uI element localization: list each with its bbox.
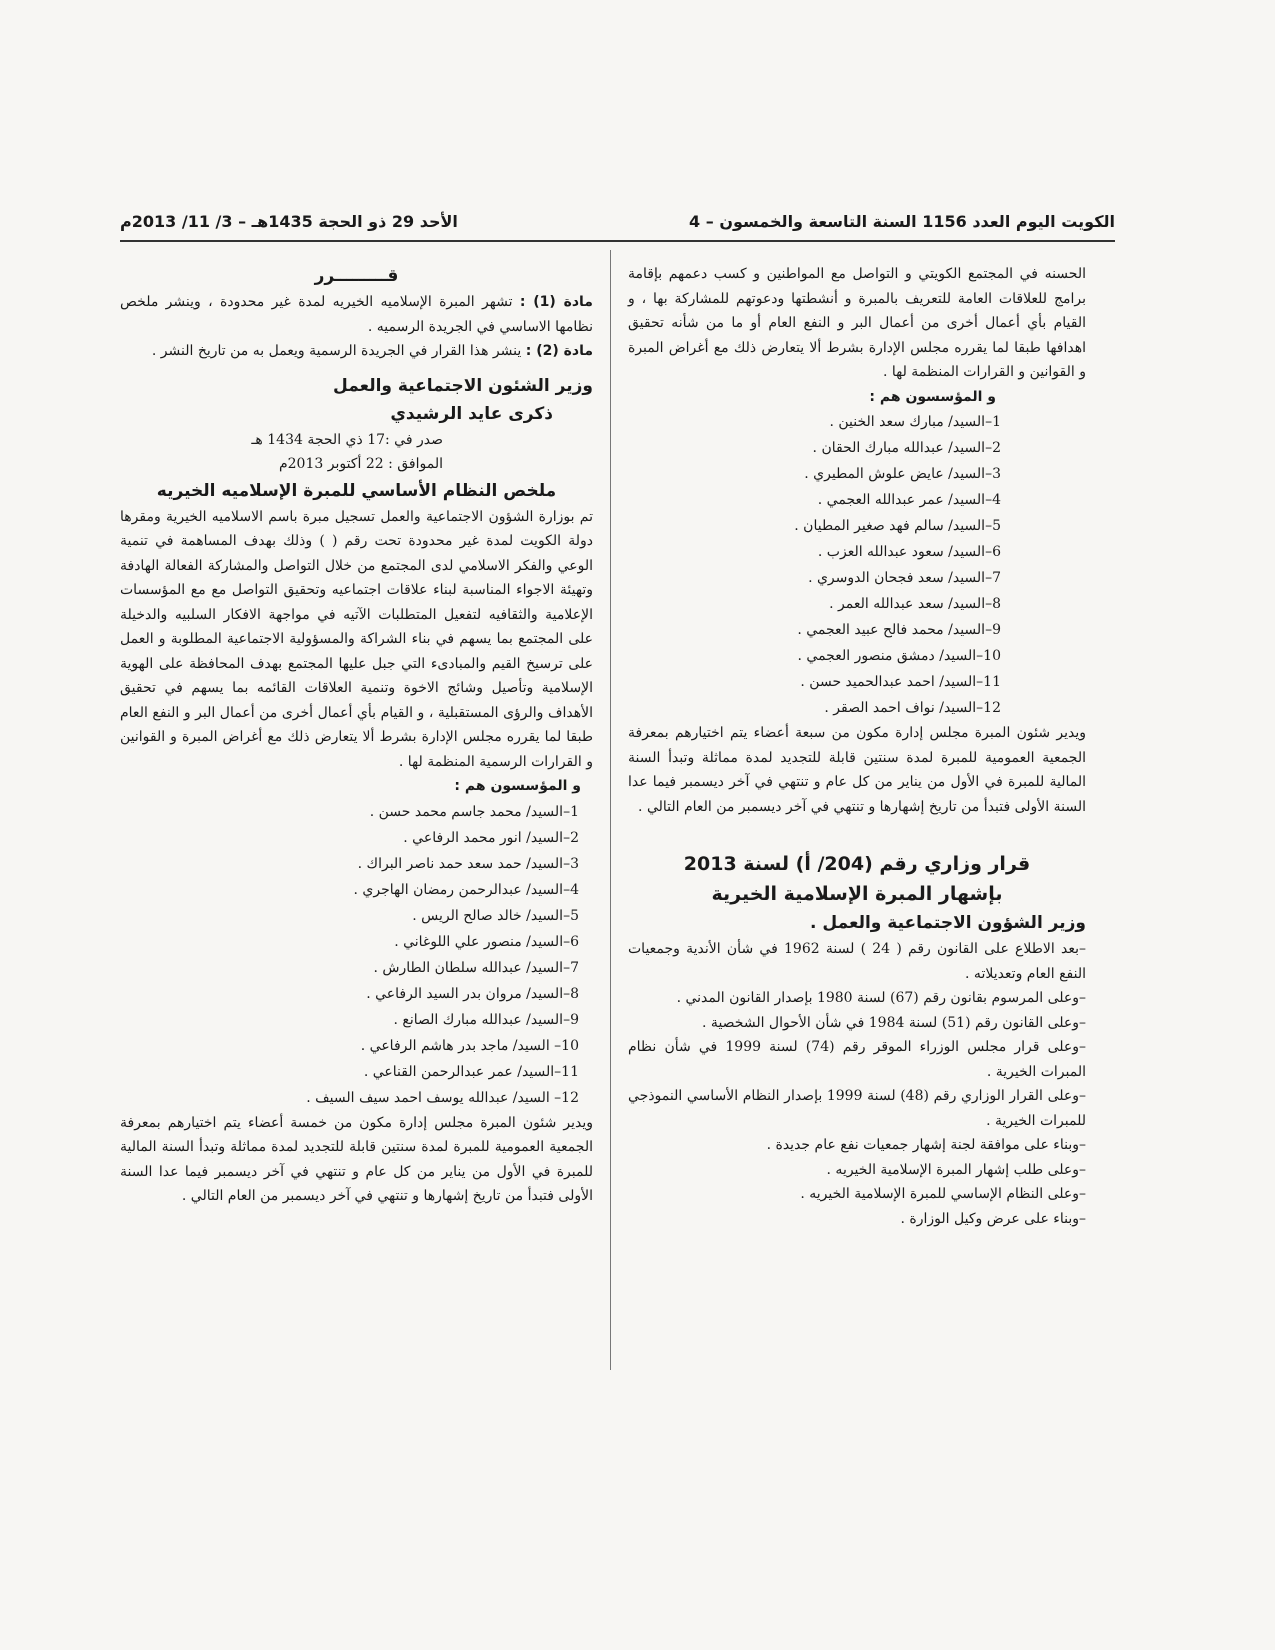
board-paragraph: ويدير شئون المبرة مجلس إدارة مكون من سبعة أعضاء يتم اختيارهم بمعرفة الجمعية العمومية للمبرة لمدة سنتين قابلة للتجديد لمدة مماثلة وتبدأ السنة المالية للمبرة في الأول من يناير من كل عام و تنتهي في آخر ديسمبر فيما عدا السنة الأولى فتبدأ من تاريخ إشهارها و تنتهي في آخر ديسمبر من العام التالي . [628, 725, 1086, 815]
intro-paragraph: الحسنه في المجتمع الكويتي و التواصل مع المواطنين و كسب دعمهم بإقامة برامج للعلاقات العامة للتعريف بالمبرة و أنشطتها ودعوتهم للمشاركة بها ، و القيام بأي أعمال أخرى من أعمال البر و النفع العام أو ما من شأنه تحقيق اهدافها طبقا لما يقرره مجلس الإدارة بشرط ألا يتعارض ذلك مع أغراض المبرة و القوانين و القرارات المنظمة لها . [628, 266, 1086, 380]
summary-title: ملخص النظام الأساسي للمبرة الإسلاميه الخيريه [156, 480, 557, 501]
board-paragraph: ويدير شئون المبرة مجلس إدارة مكون من خمسة أعضاء يتم اختيارهم بمعرفة الجمعية العمومية للمبرة لمدة سنتين قابلة للتجديد لمدة مماثلة وتبدأ السنة المالية للمبرة في الأول من يناير من كل عام و تنتهي في آخر ديسمبر فيما عدا السنة الأولى فتبدأ من تاريخ إشهارها و تنتهي في آخر ديسمبر من العام التالي . [120, 1114, 593, 1204]
recital: –وعلى القانون رقم (51) لسنة 1984 في شأن الأحوال الشخصية . [702, 1014, 1086, 1031]
header-issue-info: الكويت اليوم العدد 1156 السنة التاسعة والخمسون – 4 [689, 212, 1115, 231]
recital: –وعلى المرسوم بقانون رقم (67) لسنة 1980 بإصدار القانون المدني . [676, 990, 1086, 1006]
summary-paragraph: تم بوزارة الشؤون الاجتماعية والعمل تسجيل مبرة باسم الاسلاميه الخيرية ومقرها دولة الكويت لمدة غير محدودة تحت رقم ( ) وذلك بهدف المساهمة في تنمية الوعي والفكر الاسلامي لدى المجتمع من خلال التواصل والمشاركة الفعالة الهادفة وتهيئة الاجواء المناسبة لبناء علاقات اجتماعيه وتحقيق التواصل مع مع المؤسسات الإعلامية والثقافيه لتفعيل المتطلبات الآتيه في مواجهة الافكار السلبيه والدخيلة على المجتمع بما يسهم في بناء الشراكة والمسؤولية الاجتماعية المطلوبة و العمل على ترسيخ القيم والمبادىء التي جبل عليها المجتمع بهدف المحافظة على الهوية الإسلامية وتأصيل وشائج الاخوة وتنمية العلاقات القائمه بما يسهم في تحقيق الأهداف والرؤى المستقبلية ، و القيام بأي أعمال أخرى من أعمال البر و النفع العام طبقا لما يقرره مجلس الإدارة بشرط ألا يتعارض ذلك مع أغراض المبرة و القوانين و القرارات الرسمية المنظمة لها . [120, 508, 593, 770]
header-rule [120, 240, 1115, 242]
list-item: 7–السيد/ سعد فجحان الدوسري . [808, 570, 1001, 586]
right-column [628, 262, 1086, 1231]
recital: –وعلى النظام الإساسي للمبرة الإسلامية الخيريه . [800, 1186, 1086, 1202]
left-column [120, 262, 593, 1209]
article-2 [120, 339, 593, 364]
decision-subtitle: بإشهار المبرة الإسلامية الخيرية [711, 883, 1003, 905]
corresponding-date: الموافق : 22 أكتوبر 2013م [278, 456, 443, 472]
decision-title: قرار وزاري رقم (204/ أ) لسنة 2013 [683, 853, 1031, 875]
signature-name: ذكرى عايد الرشيدي [390, 403, 553, 424]
list-item: 8–السيد/ سعد عبدالله العمر . [829, 596, 1001, 612]
list-item: 1–السيد/ مبارك سعد الخنين . [829, 414, 1001, 430]
list-item: 1–السيد/ محمد جاسم محمد حسن . [369, 803, 579, 820]
list-item: 11–السيد/ عمر عبدالرحمن القناعي . [363, 1063, 579, 1080]
list-item: 10– السيد/ ماجد بدر هاشم الرفاعي . [360, 1037, 579, 1054]
article-2-text: ينشر هذا القرار في الجريدة الرسمية ويعمل به من تاريخ النشر . [151, 343, 522, 359]
list-item: 10–السيد/ دمشق منصور العجمي . [797, 648, 1001, 664]
list-item: 8–السيد/ مروان بدر السيد الرفاعي . [366, 985, 579, 1002]
recital: –وعلى القرار الوزاري رقم (48) لسنة 1999 بإصدار النظام الأساسي النموذجي للمبرات الخيرية . [628, 1088, 1086, 1129]
recital: –وعلى قرار مجلس الوزراء الموقر رقم (74) لسنة 1999 في شأن نظام المبرات الخيرية . [628, 1039, 1086, 1080]
list-item: 11–السيد/ احمد عبدالحميد حسن . [800, 674, 1001, 690]
founders-list [628, 409, 1086, 721]
list-item: 12– السيد/ عبدالله يوسف احمد سيف السيف . [306, 1089, 579, 1106]
header-date: الأحد 29 ذو الحجة 1435هـ – 3/ 11/ 2013م [120, 212, 458, 231]
signature-title: وزير الشئون الاجتماعية والعمل [333, 375, 593, 396]
article-1-label: مادة (1) : [519, 294, 593, 310]
page-header [120, 212, 1115, 240]
list-item: 3–السيد/ عايض علوش المطيري . [804, 466, 1001, 482]
recital: –وبناء على عرض وكيل الوزارة . [900, 1210, 1086, 1227]
founders-heading: و المؤسسون هم : [869, 388, 996, 405]
article-1 [120, 290, 593, 339]
founders-list [120, 799, 593, 1111]
list-item: 12–السيد/ نواف احمد الصقر . [824, 700, 1001, 716]
list-item: 5–السيد/ خالد صالح الريس . [412, 907, 579, 924]
list-item: 9–السيد/ عبدالله مبارك الصانع . [393, 1011, 579, 1028]
recital: –وبناء على موافقة لجنة إشهار جمعيات نفع عام جديدة . [766, 1137, 1086, 1153]
list-item: 3–السيد/ حمد سعد حمد ناصر البراك . [357, 855, 579, 872]
list-item: 2–السيد/ انور محمد الرفاعي . [403, 829, 579, 846]
list-item: 6–السيد/ سعود عبدالله العزب . [817, 544, 1001, 560]
founders-heading: و المؤسسون هم : [454, 778, 581, 794]
list-item: 4–السيد/ عمر عبدالله العجمي . [817, 492, 1001, 508]
list-item: 2–السيد/ عبدالله مبارك الحقان . [812, 440, 1001, 456]
recital: –وعلى طلب إشهار المبرة الإسلامية الخيريه . [826, 1161, 1086, 1178]
list-item: 9–السيد/ محمد فالح عبيد العجمي . [797, 622, 1001, 638]
column-divider [610, 250, 611, 1370]
qarar-heading: قـــــــــرر [314, 266, 399, 286]
list-item: 5–السيد/ سالم فهد صغير المطيان . [794, 518, 1001, 534]
list-item: 6–السيد/ منصور علي اللوغاني . [394, 933, 579, 950]
recital: –بعد الاطلاع على القانون رقم ( 24 ) لسنة 1962 في شأن الأندية وجمعيات النفع العام وتعديلاته . [628, 941, 1086, 982]
list-item: 4–السيد/ عبدالرحمن رمضان الهاجري . [353, 881, 579, 898]
minister-line: وزير الشؤون الاجتماعية والعمل . [810, 913, 1086, 933]
article-2-label: مادة (2) : [525, 343, 593, 359]
issued-date: صدر في :17 ذي الحجة 1434 هـ [251, 431, 443, 448]
article-1-text: تشهر المبرة الإسلاميه الخيريه لمدة غير محدودة ، وينشر ملخص نظامها الاساسي في الجريدة الرسميه . [120, 294, 593, 335]
list-item: 7–السيد/ عبدالله سلطان الطارش . [373, 959, 579, 976]
